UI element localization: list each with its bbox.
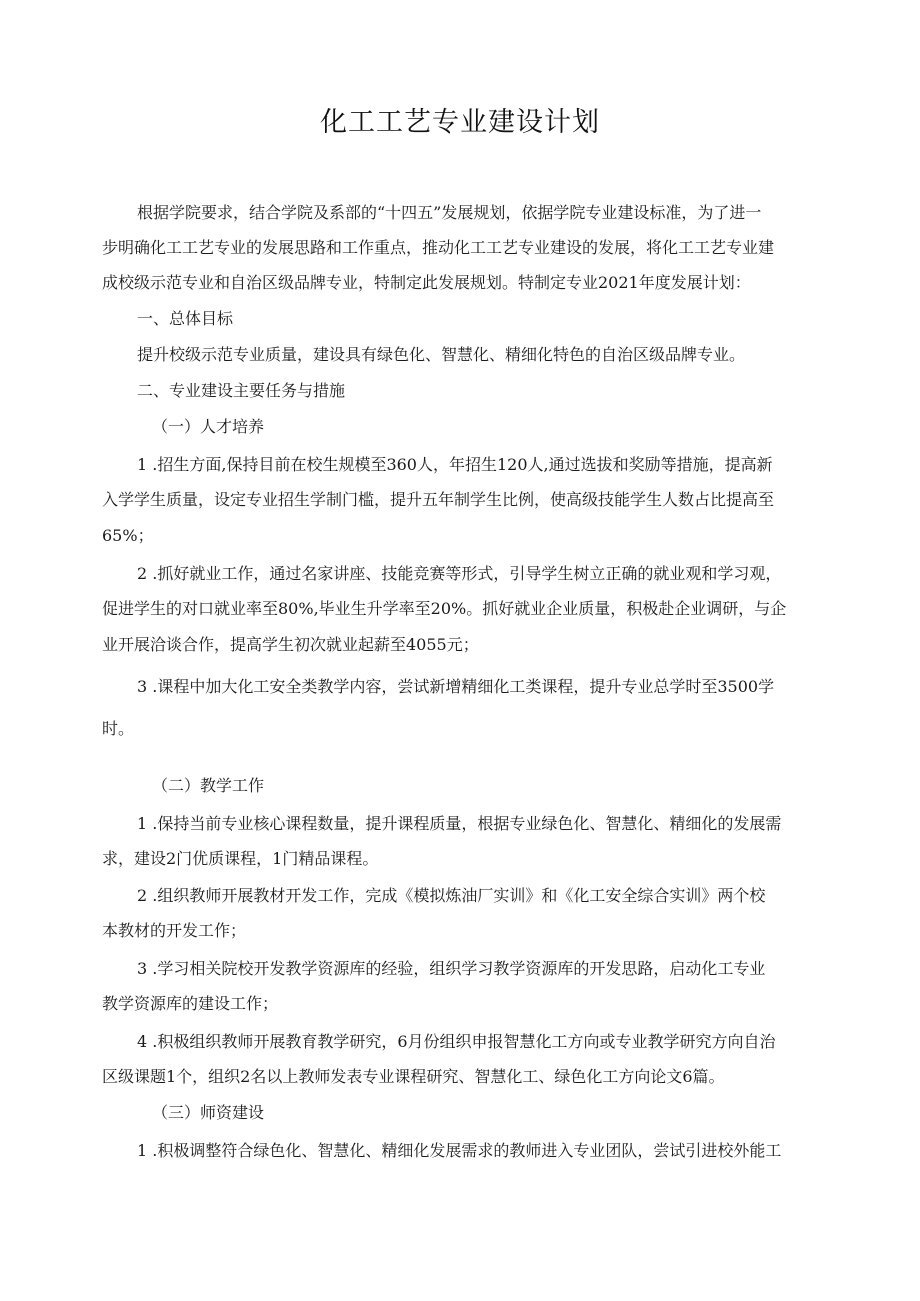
document-title: 化工工艺专业建设计划: [320, 107, 600, 138]
list-item-line: 求，建设2门优质课程，1门精品课程。: [102, 849, 379, 868]
list-item-line: 1 .积极调整符合绿色化、智慧化、精细化发展需求的教师进入专业团队，尝试引进校外能工: [137, 1141, 782, 1160]
section-heading: 二、专业建设主要任务与措施: [137, 381, 346, 400]
paragraph-line: 步明确化工工艺专业的发展思路和工作重点，推动化工工艺专业建设的发展，将化工工艺专业建: [102, 238, 775, 257]
list-item-line: 本教材的开发工作；: [102, 921, 247, 940]
list-item-line: 2 .抓好就业工作，通过名家讲座、技能竞赛等形式，引导学生树立正确的就业观和学习观，: [137, 564, 782, 583]
subsection-heading: （一）人才培养: [152, 417, 265, 436]
paragraph-line: 提升校级示范专业质量，建设具有绿色化、智慧化、精细化特色的自治区级品牌专业。: [137, 345, 746, 364]
list-item-line: 3 .学习相关院校开发教学资源库的经验，组织学习教学资源库的开发思路，启动化工专业: [137, 959, 766, 978]
paragraph-line: 根据学院要求，结合学院及系部的“十四五”发展规划，依据学院专业建设标准，为了进一: [137, 203, 762, 222]
subsection-heading: （三）师资建设: [152, 1103, 265, 1122]
list-item-line: 65%；: [102, 526, 154, 545]
list-item-line: 1 .保持当前专业核心课程数量，提升课程质量，根据专业绿色化、智慧化、精细化的发展需: [137, 814, 782, 833]
list-item-line: 促进学生的对口就业率至80%,毕业生升学率至20%。抓好就业企业质量，积极赴企业调研，与企: [102, 599, 787, 618]
section-heading: 一、总体目标: [137, 309, 234, 328]
subsection-heading: （二）教学工作: [152, 776, 265, 795]
list-item-line: 4 .积极组织教师开展教育教学研究，6月份组织申报智慧化工方向或专业教学研究方向自治: [137, 1032, 776, 1051]
list-item-line: 区级课题1个，组织2名以上教师发表专业课程研究、智慧化工、绿色化工方向论文6篇。: [102, 1067, 725, 1086]
list-item-line: 业开展洽谈合作，提高学生初次就业起薪至4055元；: [102, 635, 479, 654]
list-item-line: 时。: [102, 719, 135, 738]
list-item-line: 入学学生质量，设定专业招生学制门槛，提升五年制学生比例，使高级技能学生人数占比提高至: [102, 490, 775, 509]
list-item-line: 教学资源库的建设工作；: [102, 994, 279, 1013]
list-item-line: 1 .招生方面,保持目前在校生规模至360人，年招生120人,通过选拔和奖励等措施，提高新: [137, 455, 773, 474]
list-item-line: 3 .课程中加大化工安全类教学内容，尝试新增精细化工类课程，提升专业总学时至3500学: [137, 677, 775, 696]
list-item-line: 2 .组织教师开展教材开发工作，完成《模拟炼油厂实训》和《化工安全综合实训》两个校: [137, 886, 766, 905]
paragraph-line: 成校级示范专业和自治区级品牌专业，特制定此发展规划。特制定专业2021年度发展计划：: [102, 273, 751, 292]
